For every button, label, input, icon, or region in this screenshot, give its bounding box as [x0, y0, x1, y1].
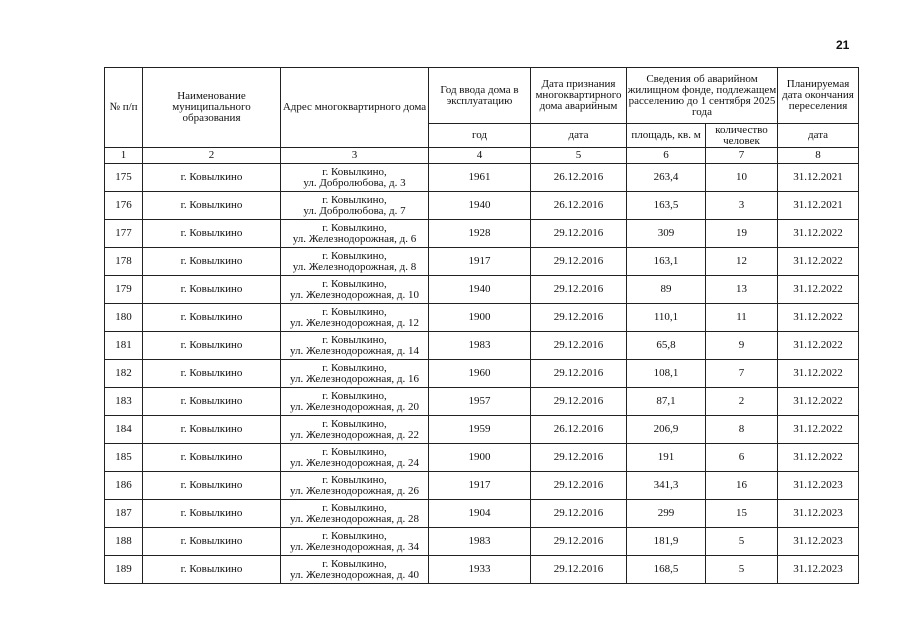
cell-area: 163,1 [627, 248, 706, 276]
cell-municipality: г. Ковылкино [143, 500, 281, 528]
column-number: 5 [531, 148, 627, 164]
cell-area: 89 [627, 276, 706, 304]
cell-municipality: г. Ковылкино [143, 444, 281, 472]
address-line-street: ул. Железнодорожная, д. 28 [290, 512, 419, 525]
address-line-city: г. Ковылкино, [322, 557, 387, 570]
table-row [105, 220, 859, 248]
subheader-end-date: дата [778, 124, 859, 148]
address-line-street: ул. Железнодорожная, д. 20 [290, 400, 419, 413]
cell-area: 163,5 [627, 192, 706, 220]
cell-municipality: г. Ковылкино [143, 528, 281, 556]
cell-area: 181,9 [627, 528, 706, 556]
cell-year-built: 1900 [429, 304, 531, 332]
cell-address [281, 164, 429, 192]
column-number: 2 [143, 148, 281, 164]
table-row [105, 528, 859, 556]
subheader-date: дата [531, 124, 627, 148]
cell-people: 12 [706, 248, 778, 276]
cell-people: 15 [706, 500, 778, 528]
table-row [105, 192, 859, 220]
cell-people: 9 [706, 332, 778, 360]
address-line-city: г. Ковылкино, [322, 193, 387, 206]
address-line-street: ул. Железнодорожная, д. 14 [290, 344, 419, 357]
cell-people: 16 [706, 472, 778, 500]
address-line-street: ул. Железнодорожная, д. 40 [290, 568, 419, 581]
cell-area: 191 [627, 444, 706, 472]
cell-address [281, 416, 429, 444]
cell-people: 11 [706, 304, 778, 332]
header-emergency-date: Дата признания многоквартирного дома аварийным [531, 68, 627, 124]
address-line-city: г. Ковылкино, [322, 501, 387, 514]
address-line-street: ул. Железнодорожная, д. 22 [290, 428, 419, 441]
table-row [105, 248, 859, 276]
address-line-city: г. Ковылкино, [322, 333, 387, 346]
cell-year-built: 1900 [429, 444, 531, 472]
cell-end-date: 31.12.2022 [778, 248, 859, 276]
cell-num: 183 [105, 388, 143, 416]
cell-address [281, 388, 429, 416]
header-planned-end: Планируемая дата окончания переселения [778, 68, 859, 124]
cell-people: 2 [706, 388, 778, 416]
cell-emergency-date: 29.12.2016 [531, 360, 627, 388]
cell-year-built: 1917 [429, 472, 531, 500]
cell-area: 110,1 [627, 304, 706, 332]
cell-area: 65,8 [627, 332, 706, 360]
cell-emergency-date: 29.12.2016 [531, 472, 627, 500]
address-line-city: г. Ковылкино, [322, 473, 387, 486]
cell-year-built: 1904 [429, 500, 531, 528]
address-line-city: г. Ковылкино, [322, 417, 387, 430]
cell-municipality: г. Ковылкино [143, 220, 281, 248]
cell-num: 175 [105, 164, 143, 192]
column-number: 4 [429, 148, 531, 164]
table-row [105, 164, 859, 192]
cell-area: 263,4 [627, 164, 706, 192]
cell-year-built: 1960 [429, 360, 531, 388]
table-row [105, 304, 859, 332]
header-fund-info: Сведения об аварийном жилищном фонде, подлежащем расселению до 1 сентября 2025 года [627, 68, 778, 124]
cell-address [281, 556, 429, 584]
cell-year-built: 1959 [429, 416, 531, 444]
header-year-built: Год ввода дома в эксплуатацию [429, 68, 531, 124]
address-line-street: ул. Добролюбова, д. 3 [303, 176, 406, 189]
cell-end-date: 31.12.2022 [778, 444, 859, 472]
column-number: 8 [778, 148, 859, 164]
cell-address [281, 332, 429, 360]
cell-municipality: г. Ковылкино [143, 276, 281, 304]
table-row [105, 388, 859, 416]
table-row [105, 276, 859, 304]
cell-num: 186 [105, 472, 143, 500]
cell-end-date: 31.12.2023 [778, 556, 859, 584]
cell-municipality: г. Ковылкино [143, 332, 281, 360]
cell-people: 8 [706, 416, 778, 444]
subheader-year: год [429, 124, 531, 148]
address-line-street: ул. Железнодорожная, д. 24 [290, 456, 419, 469]
cell-municipality: г. Ковылкино [143, 388, 281, 416]
subheader-people: количество человек [706, 124, 778, 148]
cell-emergency-date: 26.12.2016 [531, 416, 627, 444]
header-num: № п/п [105, 68, 143, 148]
address-line-street: ул. Добролюбова, д. 7 [303, 204, 406, 217]
cell-area: 309 [627, 220, 706, 248]
cell-year-built: 1940 [429, 276, 531, 304]
column-number: 3 [281, 148, 429, 164]
cell-emergency-date: 26.12.2016 [531, 164, 627, 192]
cell-people: 13 [706, 276, 778, 304]
address-line-city: г. Ковылкино, [322, 249, 387, 262]
subheader-area: площадь, кв. м [627, 124, 706, 148]
cell-end-date: 31.12.2023 [778, 528, 859, 556]
address-line-street: ул. Железнодорожная, д. 26 [290, 484, 419, 497]
cell-municipality: г. Ковылкино [143, 164, 281, 192]
cell-municipality: г. Ковылкино [143, 472, 281, 500]
address-line-city: г. Ковылкино, [322, 389, 387, 402]
cell-address [281, 444, 429, 472]
cell-end-date: 31.12.2022 [778, 388, 859, 416]
cell-num: 184 [105, 416, 143, 444]
cell-people: 10 [706, 164, 778, 192]
column-number: 1 [105, 148, 143, 164]
cell-address [281, 192, 429, 220]
cell-end-date: 31.12.2023 [778, 472, 859, 500]
cell-emergency-date: 29.12.2016 [531, 444, 627, 472]
cell-municipality: г. Ковылкино [143, 416, 281, 444]
cell-area: 87,1 [627, 388, 706, 416]
cell-people: 5 [706, 528, 778, 556]
cell-year-built: 1917 [429, 248, 531, 276]
column-number: 6 [627, 148, 706, 164]
cell-end-date: 31.12.2023 [778, 500, 859, 528]
cell-emergency-date: 29.12.2016 [531, 248, 627, 276]
cell-emergency-date: 29.12.2016 [531, 528, 627, 556]
cell-year-built: 1983 [429, 528, 531, 556]
cell-end-date: 31.12.2022 [778, 360, 859, 388]
cell-year-built: 1940 [429, 192, 531, 220]
cell-num: 182 [105, 360, 143, 388]
cell-area: 108,1 [627, 360, 706, 388]
cell-num: 188 [105, 528, 143, 556]
cell-year-built: 1961 [429, 164, 531, 192]
table-row [105, 500, 859, 528]
cell-address [281, 248, 429, 276]
address-line-street: ул. Железнодорожная, д. 10 [290, 288, 419, 301]
header-municipality: Наименование муниципального образования [143, 68, 281, 148]
cell-municipality: г. Ковылкино [143, 248, 281, 276]
column-number: 7 [706, 148, 778, 164]
cell-num: 177 [105, 220, 143, 248]
cell-year-built: 1957 [429, 388, 531, 416]
cell-people: 19 [706, 220, 778, 248]
cell-area: 341,3 [627, 472, 706, 500]
cell-address [281, 472, 429, 500]
cell-people: 3 [706, 192, 778, 220]
cell-num: 185 [105, 444, 143, 472]
cell-emergency-date: 26.12.2016 [531, 192, 627, 220]
cell-emergency-date: 29.12.2016 [531, 556, 627, 584]
address-line-city: г. Ковылкино, [322, 361, 387, 374]
address-line-city: г. Ковылкино, [322, 529, 387, 542]
cell-num: 176 [105, 192, 143, 220]
cell-municipality: г. Ковылкино [143, 304, 281, 332]
address-line-city: г. Ковылкино, [322, 165, 387, 178]
cell-address [281, 500, 429, 528]
resettlement-table [104, 67, 859, 584]
cell-year-built: 1933 [429, 556, 531, 584]
cell-end-date: 31.12.2021 [778, 192, 859, 220]
cell-end-date: 31.12.2022 [778, 332, 859, 360]
cell-emergency-date: 29.12.2016 [531, 276, 627, 304]
cell-num: 187 [105, 500, 143, 528]
table-row [105, 472, 859, 500]
table-row [105, 416, 859, 444]
cell-num: 180 [105, 304, 143, 332]
cell-address [281, 220, 429, 248]
address-line-street: ул. Железнодорожная, д. 34 [290, 540, 419, 553]
address-line-street: ул. Железнодорожная, д. 16 [290, 372, 419, 385]
table-row [105, 444, 859, 472]
cell-emergency-date: 29.12.2016 [531, 388, 627, 416]
cell-area: 206,9 [627, 416, 706, 444]
cell-year-built: 1983 [429, 332, 531, 360]
cell-num: 181 [105, 332, 143, 360]
cell-address [281, 276, 429, 304]
address-line-city: г. Ковылкино, [322, 445, 387, 458]
cell-address [281, 360, 429, 388]
address-line-city: г. Ковылкино, [322, 277, 387, 290]
cell-people: 6 [706, 444, 778, 472]
address-line-city: г. Ковылкино, [322, 305, 387, 318]
cell-municipality: г. Ковылкино [143, 192, 281, 220]
table-body [105, 164, 859, 584]
table-row [105, 556, 859, 584]
cell-municipality: г. Ковылкино [143, 556, 281, 584]
cell-year-built: 1928 [429, 220, 531, 248]
cell-end-date: 31.12.2022 [778, 416, 859, 444]
cell-end-date: 31.12.2022 [778, 276, 859, 304]
cell-address [281, 528, 429, 556]
cell-municipality: г. Ковылкино [143, 360, 281, 388]
cell-end-date: 31.12.2021 [778, 164, 859, 192]
cell-emergency-date: 29.12.2016 [531, 220, 627, 248]
cell-area: 299 [627, 500, 706, 528]
address-line-street: ул. Железнодорожная, д. 8 [292, 260, 417, 273]
cell-area: 168,5 [627, 556, 706, 584]
table-row [105, 360, 859, 388]
table-row [105, 332, 859, 360]
cell-num: 179 [105, 276, 143, 304]
address-line-street: ул. Железнодорожная, д. 12 [290, 316, 419, 329]
cell-address [281, 304, 429, 332]
header-address: Адрес многоквартирного дома [281, 68, 429, 148]
address-line-street: ул. Железнодорожная, д. 6 [292, 232, 417, 245]
cell-num: 189 [105, 556, 143, 584]
cell-end-date: 31.12.2022 [778, 304, 859, 332]
cell-num: 178 [105, 248, 143, 276]
page-number: 21 [836, 38, 850, 52]
cell-emergency-date: 29.12.2016 [531, 304, 627, 332]
cell-emergency-date: 29.12.2016 [531, 500, 627, 528]
address-line-city: г. Ковылкино, [322, 221, 387, 234]
cell-people: 7 [706, 360, 778, 388]
cell-emergency-date: 29.12.2016 [531, 332, 627, 360]
cell-end-date: 31.12.2022 [778, 220, 859, 248]
cell-people: 5 [706, 556, 778, 584]
